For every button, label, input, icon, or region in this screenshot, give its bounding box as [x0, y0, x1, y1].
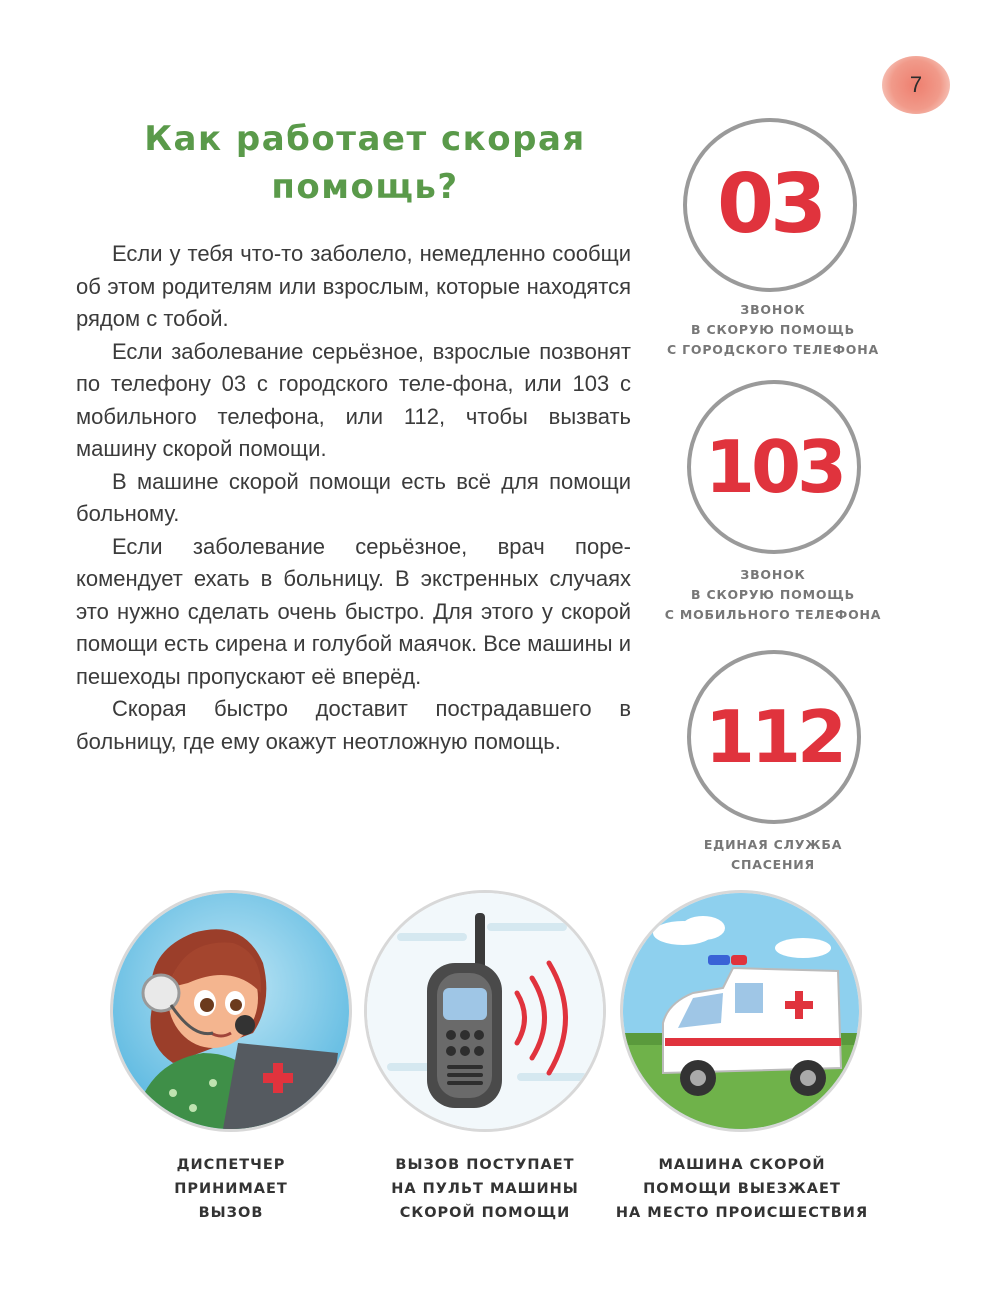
- caption-line: В СКОРУЮ ПОМОЩЬ: [691, 322, 855, 337]
- caption-line: НА ПУЛЬТ МАШИНЫ: [391, 1181, 579, 1197]
- caption-line: СКОРОЙ ПОМОЩИ: [399, 1205, 571, 1221]
- step-caption-radio: [355, 1153, 615, 1225]
- caption-line: ПОМОЩИ ВЫЕЗЖАЕТ: [643, 1181, 841, 1197]
- caption-line: ЕДИНАЯ СЛУЖБА: [703, 837, 843, 852]
- step-caption-ambulance: [612, 1153, 872, 1225]
- caption-line: НА МЕСТО ПРОИСШЕСТВИЯ: [615, 1205, 869, 1221]
- caption-line: ЗВОНОК: [740, 567, 806, 582]
- caption-line: МАШИНА СКОРОЙ: [658, 1157, 826, 1173]
- caption-line: С МОБИЛЬНОГО ТЕЛЕФОНА: [664, 607, 882, 622]
- caption-line: В СКОРУЮ ПОМОЩЬ: [691, 587, 855, 602]
- caption-line: ПРИНИМАЕТ: [174, 1181, 288, 1197]
- ambulance-illustration: [620, 890, 862, 1132]
- number-103: 103: [704, 425, 844, 509]
- ambulance-icon: [623, 893, 859, 1129]
- paragraph-5: Скорая быстро доставит пострадавшего в больницу, где ему окажут неотложную помощь.: [76, 696, 631, 754]
- number-circle-03: [683, 118, 857, 292]
- step-caption-dispatcher: [101, 1153, 361, 1225]
- number-circle-112: [687, 650, 861, 824]
- title-line-1: Как работает скорая: [144, 119, 586, 159]
- caption-line: ВЫЗОВ: [198, 1205, 264, 1221]
- number-caption-103: [653, 565, 893, 625]
- page-number: 7: [909, 72, 923, 97]
- page-number-badge: [882, 56, 950, 114]
- number-caption-112: [653, 835, 893, 875]
- caption-line: СПАСЕНИЯ: [731, 857, 815, 872]
- radio-phone-icon: [367, 893, 603, 1129]
- paragraph-4: Если заболевание серьёзное, врач поре-комендует ехать в больницу. В экстренных случаях это нужно сделать очень быстро. Для этого у скорой помощи есть сирена и голубой маячок. Все машины и пешеходы пропускают её вперёд.: [76, 533, 631, 689]
- number-caption-03: [653, 300, 893, 360]
- radio-phone-illustration: [364, 890, 606, 1132]
- number-112: 112: [704, 695, 844, 779]
- caption-line: ДИСПЕТЧЕР: [176, 1157, 286, 1173]
- dispatcher-icon: [113, 893, 349, 1129]
- body-text: [76, 238, 631, 758]
- number-circle-103: [687, 380, 861, 554]
- paragraph-3: В машине скорой помощи есть всё для помощи больному.: [76, 468, 631, 526]
- page-title: [100, 115, 630, 211]
- caption-line: ЗВОНОК: [740, 302, 806, 317]
- title-line-2: помощь?: [271, 167, 459, 207]
- caption-line: ВЫЗОВ ПОСТУПАЕТ: [395, 1157, 575, 1173]
- number-03: 03: [716, 157, 824, 252]
- dispatcher-illustration: [110, 890, 352, 1132]
- paragraph-2: Если заболевание серьёзное, взрослые позвонят по телефону 03 с городского теле-фона, или 103 с мобильного телефона, или 112, чтобы вызвать машину скорой помощи.: [76, 338, 631, 461]
- paragraph-1: Если у тебя что-то заболело, немедленно сообщи об этом родителям или взрослым, которые находятся рядом с тобой.: [76, 241, 631, 331]
- caption-line: С ГОРОДСКОГО ТЕЛЕФОНА: [667, 342, 879, 357]
